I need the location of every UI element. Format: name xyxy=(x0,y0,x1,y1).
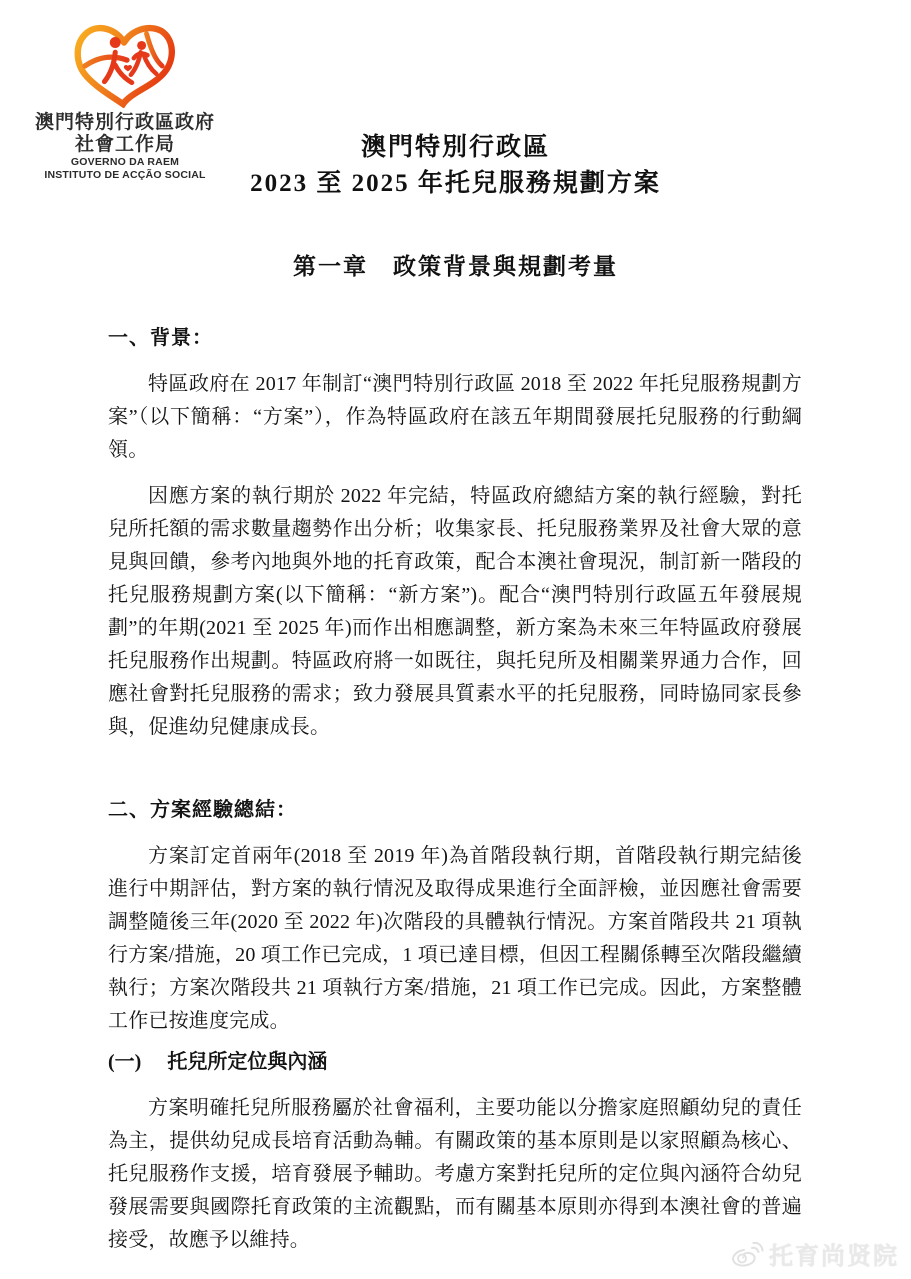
heart-logo-icon xyxy=(71,22,179,108)
paragraph: 因應方案的執行期於 2022 年完結，特區政府總結方案的執行經驗，對托兒所托額的需求數量趨勢作出分析；收集家長、托兒服務業界及社會大眾的意見與回饋，參考內地與外地的托育政策，配合本澳社會現況，制訂新一階段的托兒服務規劃方案(以下簡稱：“新方案”)。配合“澳門特別行政區五年發展規劃”的年期(2021 至 2025 年)而作出相應調整，新方案為未來三年特區政府發展托兒服務作出規劃。特區政府將一如既往，與托兒所及相關業界通力合作，回應社會對托兒服務的需求；致力發展具質素水平的托兒服務，同時協同家長參與，促進幼兒健康成長。 xyxy=(108,485,802,738)
document-body xyxy=(108,322,802,1257)
document-title xyxy=(0,130,911,202)
section-heading-experience-summary: 二、方案經驗總結： xyxy=(108,799,297,821)
subsection-heading-positioning xyxy=(108,1046,802,1079)
paragraph: 特區政府在 2017 年制訂“澳門特別行政區 2018 至 2022 年托兒服務規劃方案”（以下簡稱：“方案”），作為特區政府在該五年期間發展托兒服務的行動綱領。 xyxy=(108,373,802,461)
watermark xyxy=(730,1236,899,1271)
org-name-pt-line1: GOVERNO DA RAEM xyxy=(70,156,180,168)
watermark-text: 托育尚贤院 xyxy=(769,1243,899,1270)
subsection-title: 托兒所定位與內涵 xyxy=(167,1051,328,1073)
chapter-heading: 第一章 政策背景與規劃考量 xyxy=(293,254,618,279)
document-title-line2: 2023 至 2025 年托兒服務規劃方案 xyxy=(250,170,661,197)
section-heading-background: 一、背景： xyxy=(108,327,213,349)
paragraph: 方案明確托兒所服務屬於社會福利，主要功能以分擔家庭照顧幼兒的責任為主，提供幼兒成長培育活動為輔。有關政策的基本原則是以家照顧為核心、托兒服務作支援，培育發展予輔助。考慮方案對托兒所的定位與內涵符合幼兒發展需要與國際托育政策的主流觀點，而有關基本原則亦得到本澳社會的普遍接受，故應予以維持。 xyxy=(108,1097,802,1251)
subsection-number: (一) xyxy=(108,1051,142,1073)
weibo-icon xyxy=(730,1240,764,1268)
org-name-zh-line2: 社會工作局 xyxy=(74,134,175,155)
org-name-pt-line2: INSTITUTO DE ACÇÃO SOCIAL xyxy=(44,168,206,181)
document-title-line1: 澳門特別行政區 xyxy=(360,134,550,161)
paragraph: 方案訂定首兩年(2018 至 2019 年)為首階段執行期，首階段執行期完結後進行中期評估，對方案的執行情況及取得成果進行全面評檢，並因應社會需要調整隨後三年(2020 至 2022 年)次階段的具體執行情況。方案首階段共 21 項執行方案/措施，20 項工作已完成，1 項已達目標，但因工程關係轉至次階段繼續執行；方案次階段共 21 項執行方案/措施，21 項工作已完成。因此，方案整體工作已按進度完成。 xyxy=(108,845,802,1032)
org-name-zh-line1: 澳門特別行政區政府 xyxy=(34,112,215,133)
